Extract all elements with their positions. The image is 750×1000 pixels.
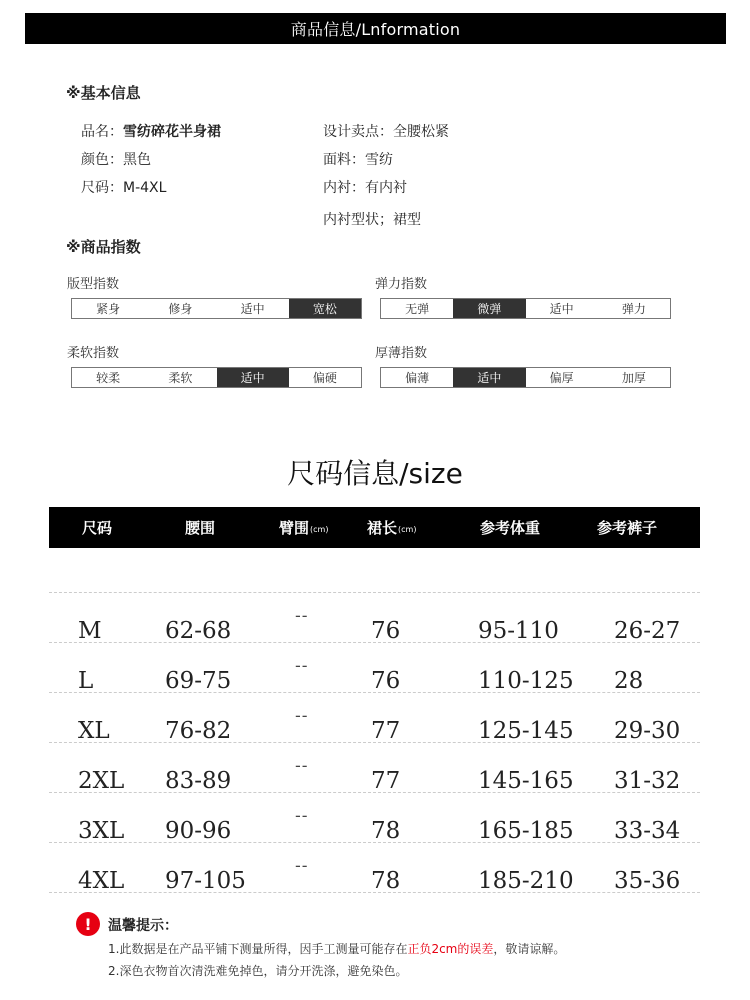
- cell-length: 78: [371, 818, 401, 844]
- header-skirt-length: 裙长 (cm): [367, 519, 417, 537]
- basic-info-title: ※基本信息: [66, 84, 141, 102]
- row-divider: [49, 742, 700, 743]
- cell-weight: 165-185: [478, 818, 574, 844]
- cell-size: L: [78, 668, 94, 694]
- index-option: 无弹: [405, 302, 430, 316]
- row-divider: [49, 692, 700, 693]
- header-waist: 腰围: [185, 519, 216, 537]
- fit-index-label: 版型指数: [67, 277, 120, 292]
- index-option: 修身: [168, 302, 193, 316]
- cell-pants: 31-32: [614, 768, 681, 794]
- cell-waist: 90-96: [165, 818, 232, 844]
- index-option: 弹力: [621, 302, 646, 316]
- cell-length: 77: [371, 768, 401, 794]
- header-ref-pants: 参考裤子: [597, 519, 658, 537]
- fit-index-scale: [71, 298, 362, 319]
- cell-pants: 28: [614, 668, 644, 694]
- header-ref-weight: 参考体重: [480, 519, 541, 537]
- cell-size: XL: [78, 718, 110, 744]
- row-divider: [49, 792, 700, 793]
- cell-size: 4XL: [78, 868, 125, 894]
- row-divider: [49, 892, 700, 893]
- row-divider: [49, 592, 700, 593]
- info-color: 颜色：黑色: [81, 152, 151, 168]
- size-table-header: [49, 507, 700, 548]
- cell-arm: --: [295, 656, 309, 675]
- softness-index-scale: [71, 367, 362, 388]
- index-option: 适中: [217, 368, 289, 387]
- cell-arm: --: [295, 606, 309, 625]
- cell-waist: 76-82: [165, 718, 232, 744]
- cell-size: 2XL: [78, 768, 125, 794]
- index-option: 偏薄: [405, 371, 430, 385]
- info-lining-shape: 内衬型状；裙型: [323, 212, 421, 228]
- cell-arm: --: [295, 806, 309, 825]
- cell-weight: 95-110: [478, 618, 559, 644]
- row-divider: [49, 842, 700, 843]
- cell-waist: 62-68: [165, 618, 232, 644]
- cell-waist: 83-89: [165, 768, 232, 794]
- cell-weight: 185-210: [478, 868, 574, 894]
- product-index-title: ※商品指数: [66, 238, 141, 256]
- cell-pants: 33-34: [614, 818, 681, 844]
- cell-arm: --: [295, 706, 309, 725]
- cell-pants: 29-30: [614, 718, 681, 744]
- elastic-index-scale: [380, 298, 671, 319]
- index-option: 宽松: [289, 299, 361, 318]
- cell-weight: 145-165: [478, 768, 574, 794]
- index-option: 适中: [453, 368, 525, 387]
- index-option: 柔软: [168, 371, 193, 385]
- index-option: 偏厚: [549, 371, 574, 385]
- cell-pants: 26-27: [614, 618, 681, 644]
- index-option: 适中: [240, 302, 265, 316]
- cell-length: 76: [371, 618, 401, 644]
- index-option: 微弹: [453, 299, 525, 318]
- index-option: 适中: [549, 302, 574, 316]
- cell-weight: 125-145: [478, 718, 574, 744]
- tips-title: 温馨提示：: [108, 918, 178, 934]
- header-size: 尺码: [82, 519, 113, 537]
- index-option: 紧身: [96, 302, 121, 316]
- cell-weight: 110-125: [478, 668, 574, 694]
- cell-length: 78: [371, 868, 401, 894]
- tip-highlight: 正负2cm的误差: [407, 942, 494, 956]
- thickness-index-scale: [380, 367, 671, 388]
- index-option: 偏硬: [312, 371, 337, 385]
- info-product-name: 品名：雪纺碎花半身裙: [81, 124, 221, 140]
- info-lining: 内衬：有内衬: [323, 180, 407, 196]
- warning-icon: !: [76, 912, 100, 936]
- tip-line-1: 1.此数据是在产品平铺下测量所得，因手工测量可能存在正负2cm的误差，敬请谅解。: [108, 942, 566, 956]
- header-arm: 臂围 (cm): [279, 519, 329, 537]
- thickness-index-label: 厚薄指数: [375, 346, 428, 361]
- section-header-title: 商品信息/Lnformation: [290, 20, 461, 39]
- index-option: 较柔: [96, 371, 121, 385]
- cell-waist: 97-105: [165, 868, 246, 894]
- elastic-index-label: 弹力指数: [375, 277, 428, 292]
- tip-line-2: 2.深色衣物首次清洗难免掉色，请分开洗涤，避免染色。: [108, 964, 408, 978]
- section-header-bar: [25, 13, 726, 44]
- softness-index-label: 柔软指数: [67, 346, 120, 361]
- info-size-range: 尺码：M-4XL: [81, 180, 167, 196]
- cell-length: 76: [371, 668, 401, 694]
- info-design-feature: 设计卖点：全腰松紧: [323, 124, 449, 140]
- info-fabric: 面料：雪纺: [323, 152, 393, 168]
- size-info-title: 尺码信息/size: [287, 457, 463, 490]
- cell-arm: --: [295, 856, 309, 875]
- cell-size: 3XL: [78, 818, 125, 844]
- cell-size: M: [78, 618, 102, 644]
- cell-waist: 69-75: [165, 668, 232, 694]
- row-divider: [49, 642, 700, 643]
- cell-length: 77: [371, 718, 401, 744]
- cell-pants: 35-36: [614, 868, 681, 894]
- index-option: 加厚: [621, 371, 646, 385]
- cell-arm: --: [295, 756, 309, 775]
